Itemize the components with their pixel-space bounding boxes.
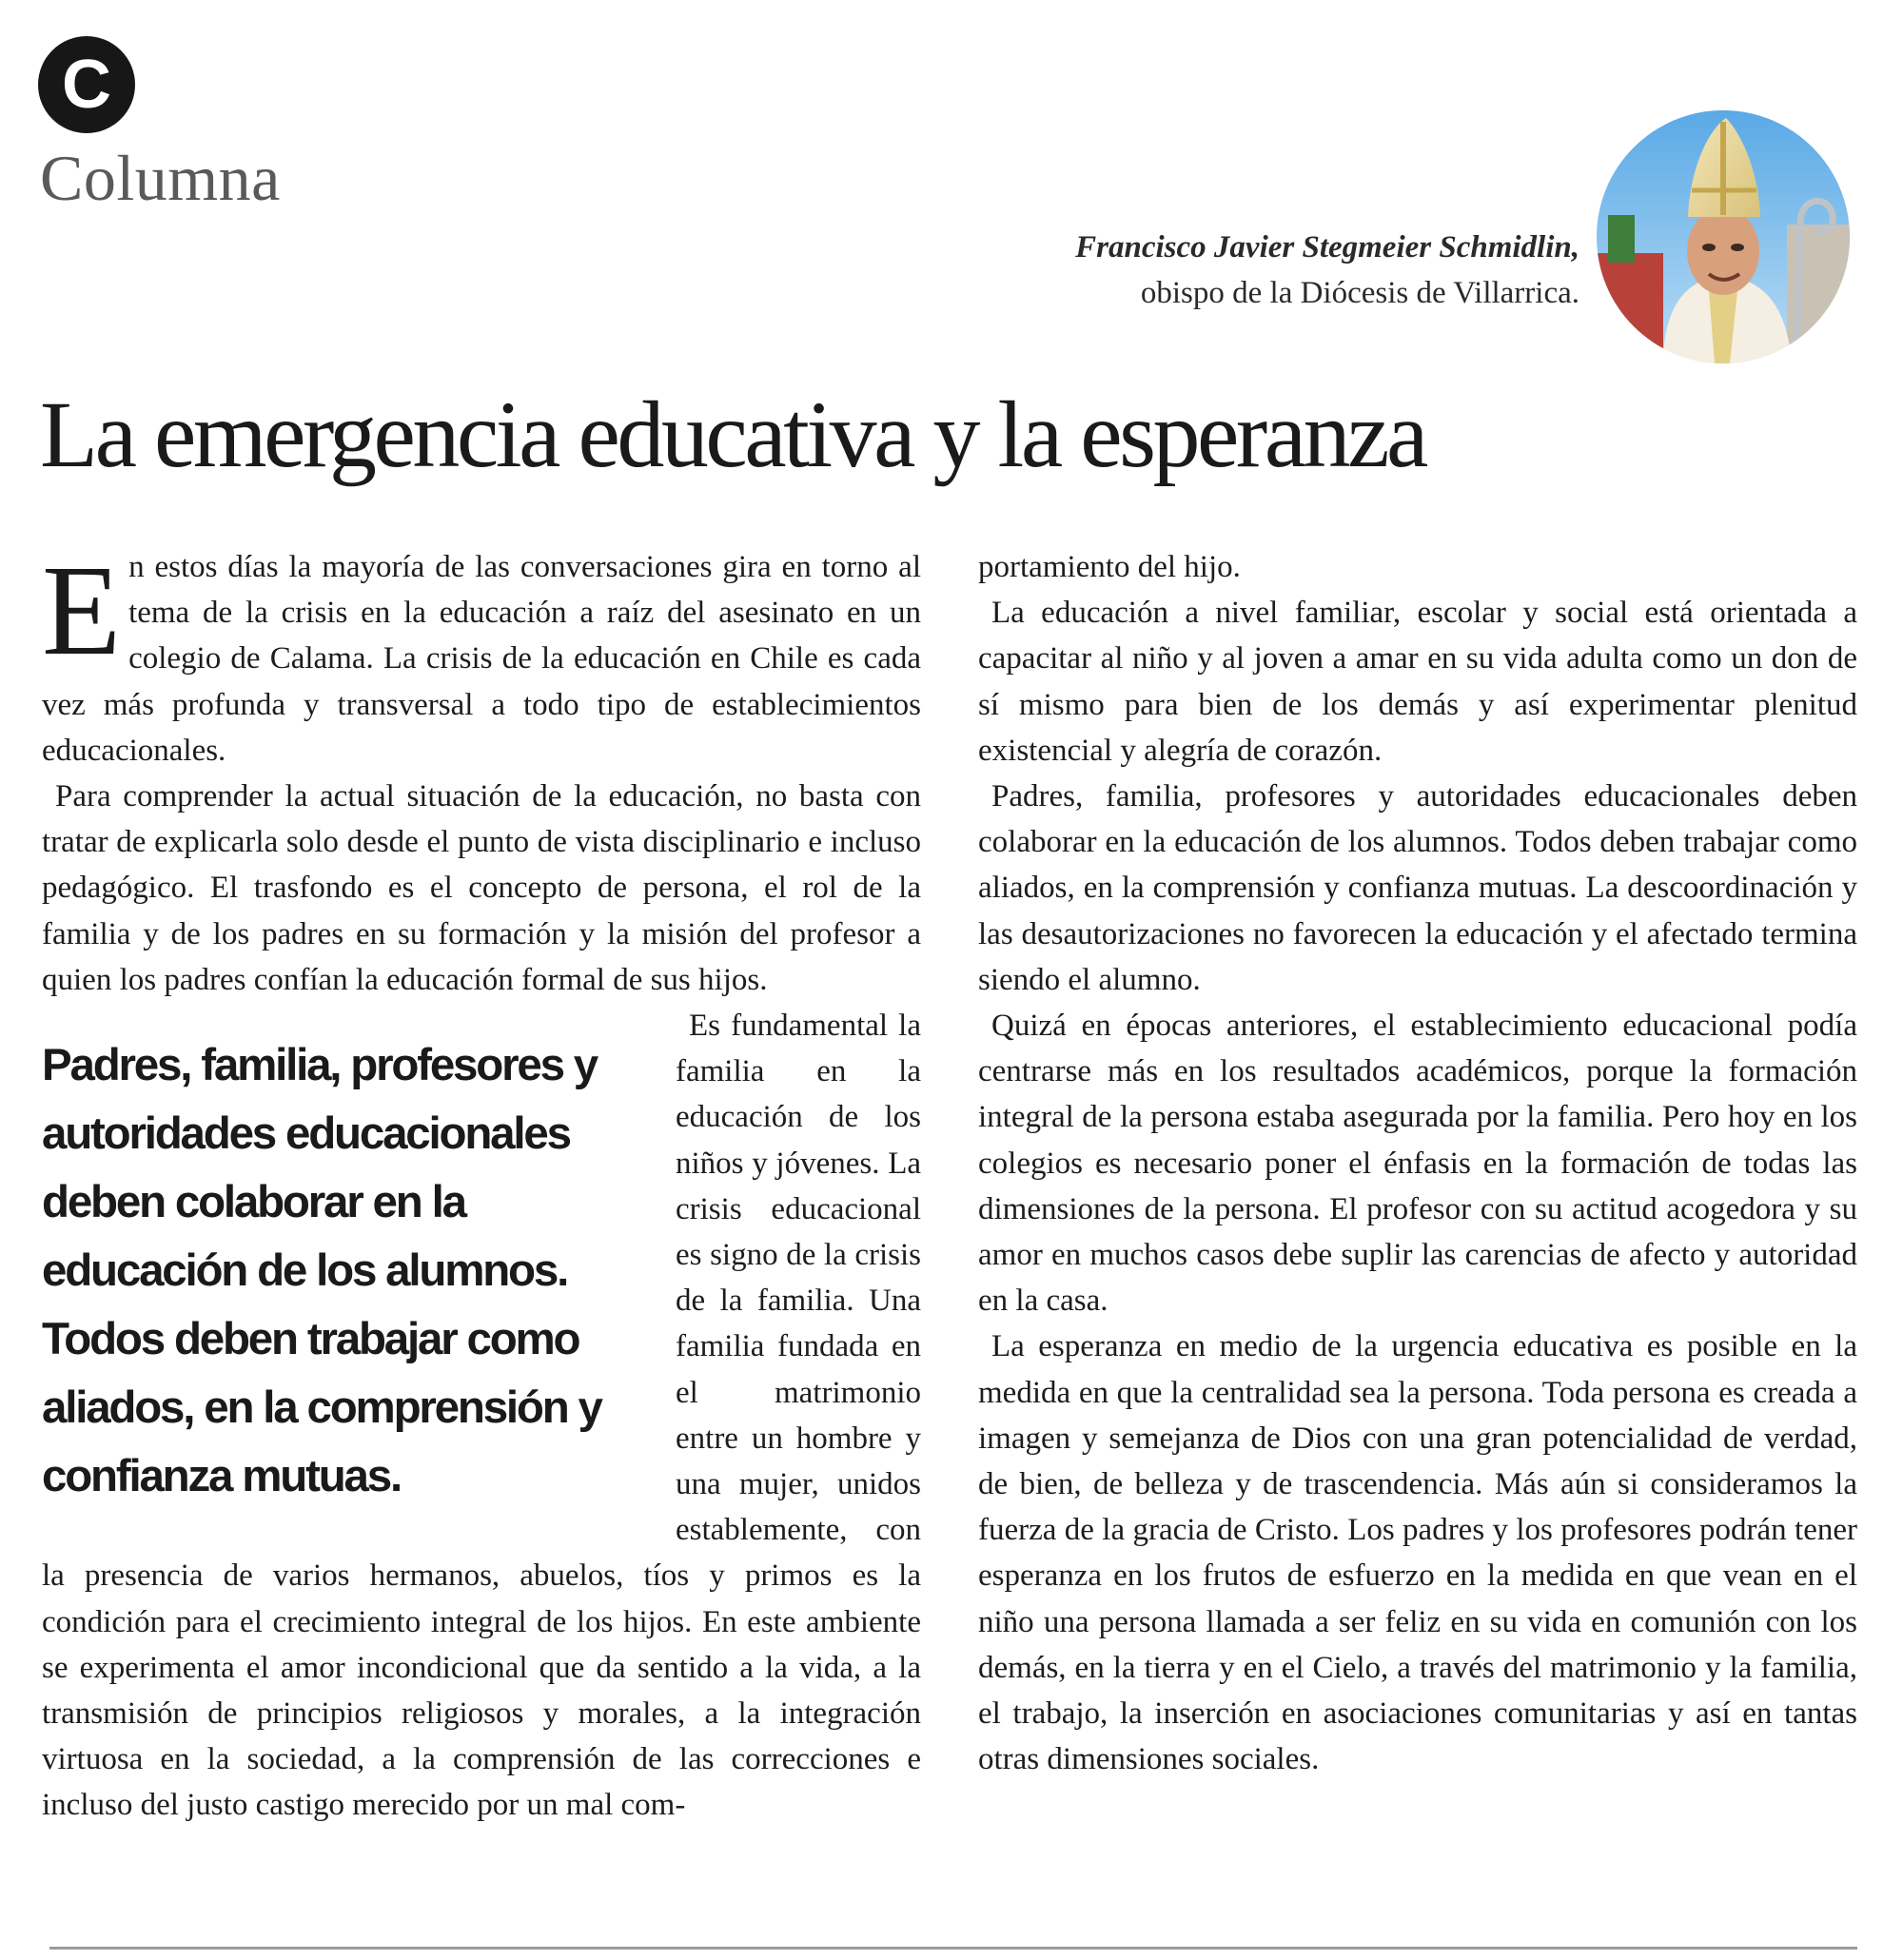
paragraph: Padres, familia, profesores y autoridades educacionales deben colaborar en la educación de los alumnos. Todos deben trabajar como aliados, en la comprensión y confianza mutuas. La descoordinación y las desautorizaciones no favorecen la educación y el afectado termina siendo el alumno.: [978, 779, 1857, 997]
section-label: Columna: [40, 142, 281, 214]
paragraph-text: n estos días la mayoría de las conversaciones gira en torno al tema de la crisis en la educación a raíz del asesinato en un colegio de Calama. La crisis de la educación en Chile es cada vez más profunda y transversal a todo tipo de establecimientos educacionales.: [42, 550, 921, 768]
bottom-divider: [49, 1947, 1857, 1950]
pull-quote: Padres, familia, profesores y autoridades educacionales deben colaborar en la educación de los alumnos. Todos deben trabajar como aliados, en la comprensión y confianza mutuas.: [42, 1040, 601, 1502]
article-column-left: [42, 539, 921, 1829]
paragraph-text: Para comprender la actual situación de la educación, no basta con tratar de explicarla solo desde el punto de vista disciplinario e incluso pedagógico. El trasfondo es el concepto de persona, el rol de la familia y de los padres en su formación y la misión del profesor a quien los padres confían la educación formal de sus hijos.: [42, 779, 921, 997]
author-byline: [723, 225, 1579, 316]
paragraph: La educación a nivel familiar, escolar y social está orientada a capacitar al niño y al joven a amar en su vida adulta como un don de sí mismo para bien de los demás y así experimentar plenitud existencial y alegría de corazón.: [978, 596, 1857, 768]
article-headline: La emergencia educativa y la esperanza: [40, 382, 1425, 487]
author-photo: [1597, 110, 1850, 363]
paragraph: [42, 539, 921, 774]
article-column-right: [978, 544, 1857, 1782]
author-role: obispo de la Diócesis de Villarrica.: [1140, 276, 1579, 310]
paragraph: La esperanza en medio de la urgencia educativa es posible en la medida en que la centralidad sea la persona. Toda persona es creada a imagen y semejanza de Dios con una gran potencialidad de verdad, de bien, de belleza y de trascendencia. Más aún si consideramos la fuerza de la gracia de Cristo. Los padres y los profesores podrán tener esperanza en los frutos de esfuerzo en la medida en que vean en el niño una persona llamada a ser feliz en su vida en comunión con los demás, en la tierra y en el Cielo, a través del matrimonio y la familia, el trabajo, la inserción en asociaciones comunitarias y así en tantas otras dimensiones sociales.: [978, 1329, 1857, 1777]
paragraph: Quizá en épocas anteriores, el establecimiento educacional podía centrarse más en los resultados académicos, porque la formación integral de la persona estaba asegurada por la familia. Pero hoy en los colegios es necesario poner el énfasis en la formación de todas las dimensiones de la persona. El profesor con su actitud acogedora y su amor en muchos casos debe suplir las carencias de afecto y autoridad en la casa.: [978, 1009, 1857, 1319]
paragraph-text: Es fundamental la familia en la educación de los niños y jóvenes. La crisis educacional es signo de la crisis de la familia. Una familia fundada en el matrimonio entre un hombre y una mujer, unidos establemente, con la presencia de varios hermanos, abuelos, tíos y primos es la condición para el crecimiento integral de los hijos. En este ambiente se experimenta el amor incondicional que da sentido a la vida, a la transmisión de principios religiosos y morales, a la integración virtuosa en la sociedad, a la comprensión de las correcciones e incluso del justo castigo merecido por un mal com-: [42, 1009, 921, 1823]
author-name: Francisco Javier Stegmeier Schmidlin,: [1075, 230, 1579, 265]
paragraph: [42, 774, 921, 1003]
drop-cap: E: [42, 539, 122, 682]
paragraph: portamiento del hijo.: [978, 550, 1241, 584]
section-badge: C: [38, 36, 135, 133]
